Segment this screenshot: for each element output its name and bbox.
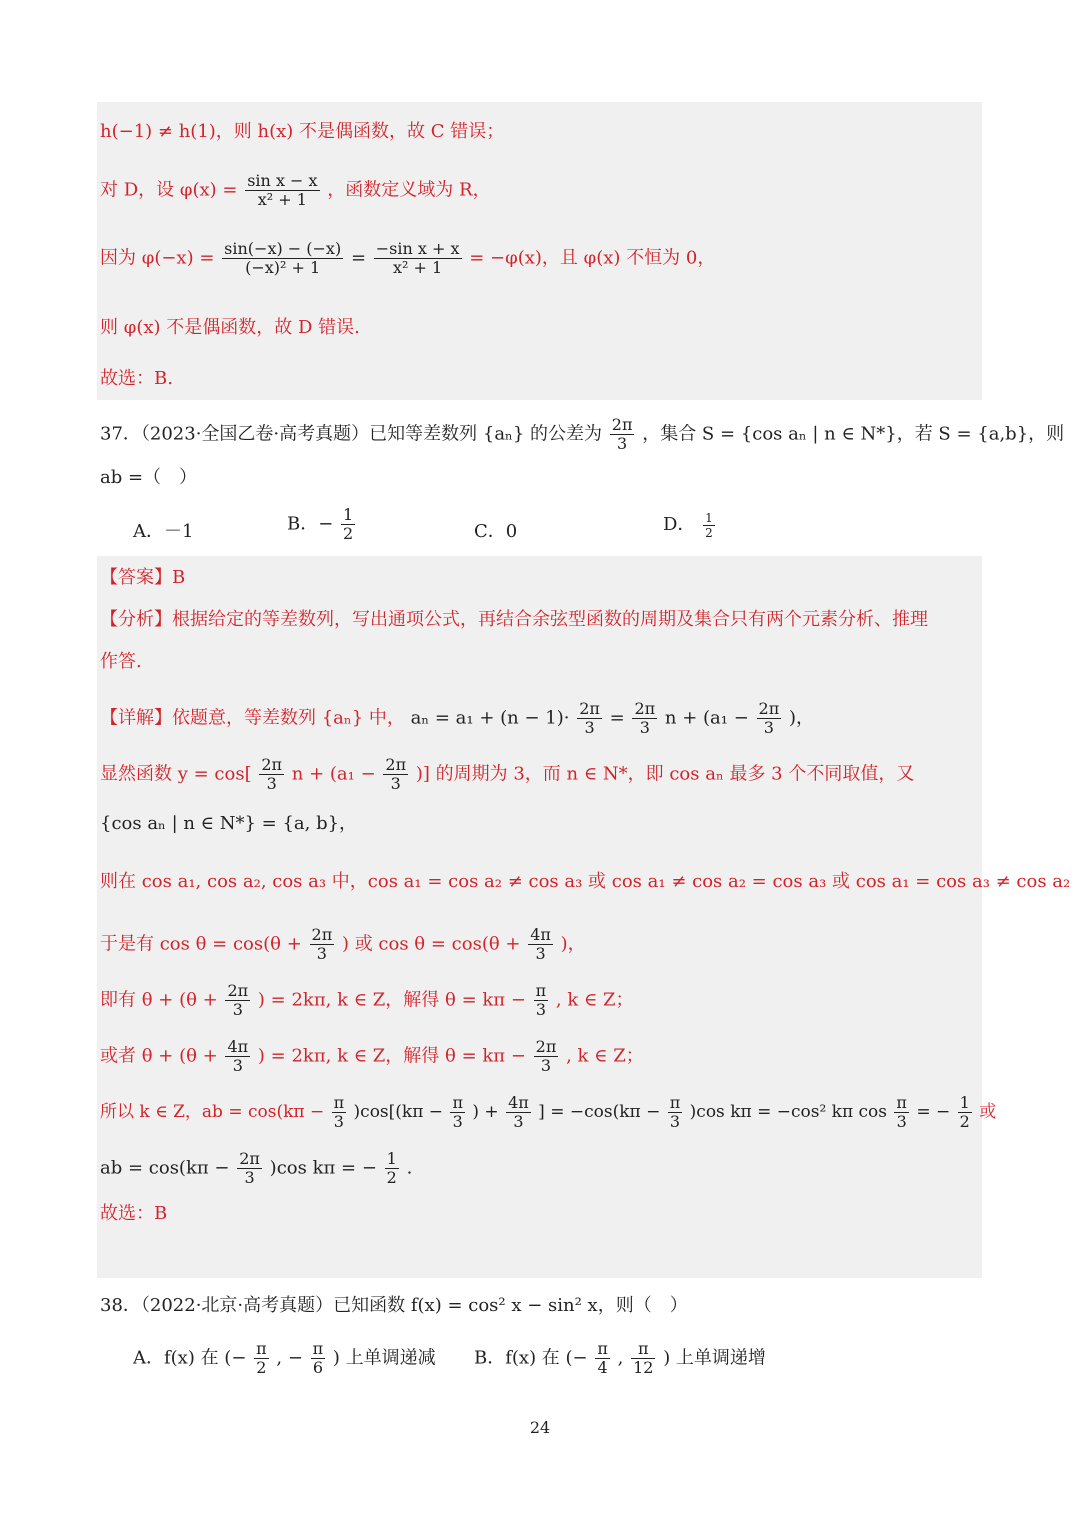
numerator: π [669,1093,681,1112]
text: aₙ = a₁ + (n − 1)· [410,707,570,729]
text: 或 [979,1102,997,1122]
numerator: 1 [959,1093,970,1112]
fraction [222,240,343,277]
fraction [668,1094,683,1131]
solution-line [100,367,173,391]
text: A．f(x) 在 (− [133,1347,247,1369]
denominator: 3 [535,1000,546,1019]
option-a [133,517,193,543]
denominator: 3 [232,1000,243,1019]
option-label: D． [663,514,696,535]
text: )， [788,707,815,729]
option-b [287,506,357,543]
denominator: 3 [316,944,327,963]
text: B．f(x) 在 (− [474,1347,588,1369]
solution-line [100,172,491,209]
option-c [474,517,517,543]
denominator: 3 [540,1056,552,1075]
text: 于是有 cos θ = cos(θ + [100,933,302,955]
text: ) 上单调递减 [332,1347,436,1369]
denominator: 12 [633,1358,654,1377]
fraction [450,1094,465,1131]
numerator: π [312,1339,324,1358]
numerator: 2π [579,699,600,718]
fraction [534,982,549,1019]
detail-line-2 [100,756,914,793]
numerator: 1 [386,1149,397,1168]
numerator: π [631,1340,655,1359]
denominator: x² + 1 [393,258,443,277]
fraction [757,700,782,737]
solution-line [100,316,360,340]
denominator: 3 [535,944,546,963]
text: )， [560,933,586,955]
numerator: 2π [611,415,633,434]
denominator: 3 [669,1112,681,1131]
denominator: 3 [639,718,650,737]
text: h(−1) ≠ h(1)，则 h(x) 不是偶函数，故 C 错误； [100,121,505,142]
numerator: 2π [311,925,333,944]
fraction [894,1094,909,1131]
numerator: 2π [227,981,249,1000]
detail-line-5 [100,926,586,963]
question-38-stem [100,1294,688,1318]
text: ，集合 S = {cos aₙ | n ∈ N*}，若 S = {a,b}，则 [642,423,1065,445]
text: 所以 k ∈ Z，ab = cos(kπ − [100,1102,325,1122]
numerator: π [896,1093,907,1112]
denominator: 3 [232,1056,243,1075]
detail-line-6 [100,982,634,1019]
numerator: π [597,1339,608,1358]
numerator: 2π [261,755,283,774]
text: , [617,1347,624,1369]
fraction [534,1038,559,1075]
numerator: π [333,1093,345,1112]
numerator: 1 [343,505,354,524]
numerator: 4π [530,925,551,944]
denominator: 3 [390,774,401,793]
text: = [350,247,367,269]
fraction [703,511,715,540]
denominator: 2 [343,524,354,543]
analysis-text: 作答. [100,651,142,672]
numerator: π [452,1093,463,1112]
fraction [958,1094,972,1131]
answer-line [100,566,185,590]
detail-line-3 [100,812,357,836]
denominator: (−x)² + 1 [245,258,321,277]
fraction [225,1038,250,1075]
fraction [311,1340,326,1377]
numerator: 4π [508,1093,529,1112]
text: 因为 φ(−x) = [100,247,215,269]
text: 或者 θ + (θ + [100,1045,218,1067]
numerator: 2π [239,1149,260,1168]
denominator: 3 [763,718,774,737]
denominator: 2 [705,525,713,540]
denominator: 3 [896,1112,907,1131]
denominator: 3 [244,1168,255,1187]
fraction [259,756,284,793]
denominator: 6 [312,1358,323,1377]
option-label: C．0 [474,521,518,542]
denominator: 3 [584,718,595,737]
fraction [374,240,462,277]
numerator: sin(−x) − (−x) [224,239,342,258]
answer-text: 【答案】B [100,567,186,588]
fraction [506,1094,531,1131]
denominator: 3 [333,1112,344,1131]
text: = [609,707,625,729]
fraction [632,700,657,737]
fraction [245,172,319,209]
text: ) = 2kπ, k ∈ Z，解得 θ = kπ − [257,989,526,1011]
text: n + (a₁ − [291,763,376,785]
text: ，函数定义域为 R， [327,179,491,201]
fraction [631,1340,655,1377]
detail-line-4 [100,870,1070,894]
solution-line [100,240,715,277]
denominator: 2 [256,1358,267,1377]
numerator: 2π [535,1037,557,1056]
text: n + (a₁ − [664,707,749,729]
question-37-stem [100,416,1064,453]
text: )cos kπ = −cos² kπ cos [689,1102,888,1122]
text: 37．（2023·全国乙卷·高考真题）已知等差数列 {aₙ} 的公差为 [100,423,603,445]
numerator: π [256,1339,267,1358]
fraction [310,926,335,963]
fraction [341,506,355,543]
numerator: 2π [758,699,780,718]
text: , − [276,1347,303,1369]
analysis-line [100,650,142,674]
fraction [595,1340,610,1377]
text: ab = cos(kπ − [100,1157,230,1179]
detail-line-1 [100,700,814,737]
page-number: 24 [529,1418,551,1437]
text: , k ∈ Z； [566,1045,644,1067]
denominator: 3 [513,1112,524,1131]
text: )cos kπ = − [269,1157,377,1179]
text: )] 的周期为 3，而 n ∈ N*，即 cos aₙ 最多 3 个不同取值，又 [415,763,915,785]
text: ) 或 cos θ = cos(θ + [341,933,521,955]
option-label: B．− [287,513,334,535]
fraction [225,982,250,1019]
numerator: 2π [634,699,656,718]
text: ) 上单调递增 [663,1347,766,1369]
fraction [577,700,602,737]
denominator: 3 [266,774,277,793]
numerator: 2π [385,755,407,774]
text: 【详解】依题意，等差数列 {aₙ} 中， [100,707,405,729]
option-b [474,1340,766,1377]
question-37-stem-cont [100,466,197,490]
numerator: 1 [705,510,713,525]
text: 故选：B [100,1203,168,1224]
analysis-line [100,608,928,632]
numerator: 4π [227,1037,249,1056]
text: 则 φ(x) 不是偶函数，故 D 错误. [100,317,360,338]
fraction [254,1340,269,1377]
text: )cos[(kπ − [353,1102,444,1122]
denominator: 3 [617,434,628,453]
text: 即有 θ + (θ + [100,989,218,1011]
text: = −φ(x)，且 φ(x) 不恒为 0， [469,247,716,269]
text: 则在 cos a₁, cos a₂, cos a₃ 中，cos a₁ = cos a₂ ≠ cos a₃ 或 cos a₁ ≠ cos a₂ = cos a₃ 或 cos a₁ = cos a₃ ≠ cos a₂ [100,871,1071,892]
text: 38．（2022·北京·高考真题）已知函数 f(x) = cos² x − sin² x，则（ ） [100,1295,688,1316]
detail-line-10 [100,1202,167,1226]
denominator: 4 [597,1358,608,1377]
fraction [237,1150,262,1187]
denominator: 3 [452,1112,463,1131]
text: 显然函数 y = cos[ [100,763,252,785]
detail-line-8 [100,1094,996,1131]
text: , k ∈ Z； [555,989,634,1011]
text: . [406,1157,413,1179]
text: {cos aₙ | n ∈ N*} = {a, b}， [100,813,358,834]
text: ab =（ ） [100,467,198,488]
fraction [332,1094,347,1131]
option-a [133,1340,436,1377]
detail-line-7 [100,1038,644,1075]
option-d [663,510,717,540]
fraction [383,756,408,793]
text: 对 D，设 φ(x) = [100,179,238,201]
numerator: π [535,981,547,1000]
numerator: sin x − x [247,171,318,190]
text: ) + [472,1102,499,1122]
fraction [528,926,553,963]
text: = − [916,1102,951,1122]
denominator: x² + 1 [257,190,307,209]
option-label: A．－1 [133,521,194,542]
analysis-text: 【分析】根据给定的等差数列，写出通项公式，再结合余弦型函数的周期及集合只有两个元素分析、推理 [100,609,928,630]
numerator: −sin x + x [375,239,460,258]
text: ] = −cos(kπ − [538,1102,661,1122]
detail-line-9 [100,1150,412,1187]
text: ) = 2kπ, k ∈ Z，解得 θ = kπ − [257,1045,526,1067]
denominator: 2 [386,1168,397,1187]
fraction [610,416,635,453]
text: 故选：B. [100,368,173,389]
denominator: 2 [959,1112,970,1131]
solution-line [100,120,504,144]
fraction [385,1150,399,1187]
